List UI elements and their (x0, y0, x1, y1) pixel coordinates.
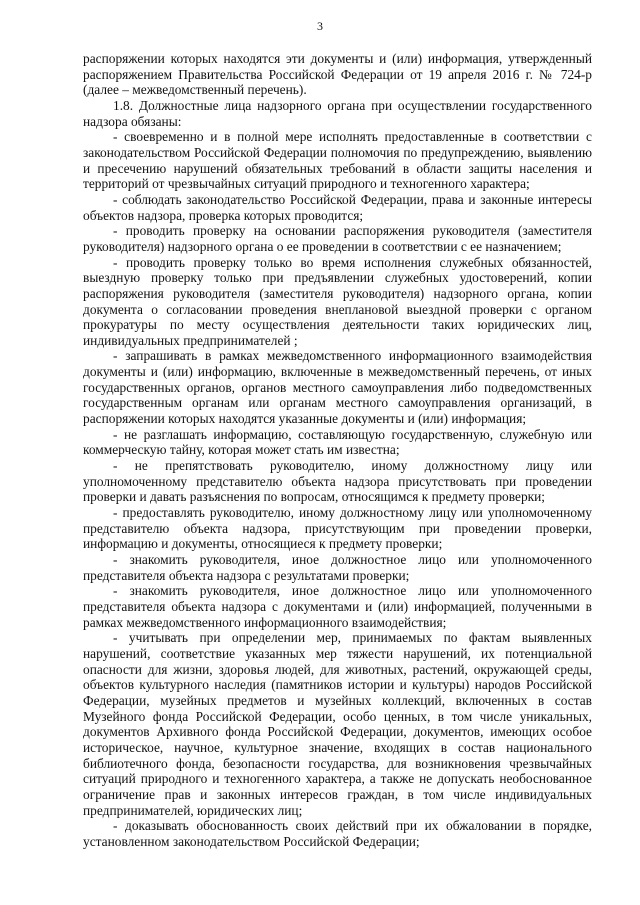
paragraph-item: - знакомить руководителя, иное должностное лицо или уполномоченного представителя объекта надзора с результатами проверки; (83, 552, 592, 583)
paragraph-item: - своевременно и в полной мере исполнять предоставленные в соответствии с законодательством Российской Федерации полномочия по предупреждению, выявлению и пресечению нарушений обязательных требований в области защиты населения и территорий от чрезвычайных ситуаций природного и техногенного характера; (83, 129, 592, 192)
paragraph-item: - не разглашать информацию, составляющую государственную, служебную или коммерческую тайну, которая может стать им известна; (83, 426, 592, 458)
paragraph-item: - проводить проверку на основании распоряжения руководителя (заместителя руководителя) надзорного органа о ее проведении в соответствии с ее назначением; (83, 223, 592, 254)
page-number: 3 (317, 19, 323, 33)
paragraph-item: - проводить проверку только во время исполнения служебных обязанностей, выездную проверку только при предъявлении служебных удостоверений, копии распоряжения руководителя (заместителя руководителя) надзорного органа, копии документа о согласовании проведения внеплановой выездной проверки с органом прокуратуры по месту осуществления деятельности таких юридических лиц, индивидуальных предпринимателей ; (83, 254, 592, 348)
paragraph-continuation: распоряжении которых находятся эти документы и (или) информация, утвержденный распоряжением Правительства Российской Федерации от 19 апреля 2016 г. № 724-р (далее – межведомственный перечень). (83, 51, 592, 98)
paragraph-item: - доказывать обоснованность своих действий при их обжаловании в порядке, установленном законодательством Российской Федерации; (83, 818, 592, 849)
paragraph-item: - знакомить руководителя, иное должностное лицо или уполномоченного представителя объекта надзора с документами и (или) информацией, полученными в рамках межведомственного информационного взаимодействия; (83, 583, 592, 630)
paragraph-item: - запрашивать в рамках межведомственного информационного взаимодействия документы и (или) информацию, включенные в межведомственный перечень, от иных государственных органов, органов местного самоуправления либо подведомственных государственным органам или органам местного самоуправления организаций, в распоряжении которых находятся указанные документы и (или) информация; (83, 348, 592, 427)
paragraph-section-heading: 1.8. Должностные лица надзорного органа при осуществлении государственного надзора обязаны: (83, 97, 592, 129)
paragraph-item: - соблюдать законодательство Российской Федерации, права и законные интересы объектов надзора, проверка которых проводится; (83, 191, 592, 223)
paragraph-item: - предоставлять руководителю, иному должностному лицу или уполномоченному представителю объекта надзора, присутствующим при проведении проверки, информацию и документы, относящиеся к предмету проверки; (83, 505, 592, 552)
paragraph-item: - не препятствовать руководителю, иному должностному лицу или уполномоченному представителю объекта надзора присутствовать при проведении проверки и давать разъяснения по вопросам, относящимся к предмету проверки; (83, 458, 592, 505)
paragraph-item: - учитывать при определении мер, принимаемых по фактам выявленных нарушений, соответствие указанных мер тяжести нарушений, их потенциальной опасности для жизни, здоровья людей, для животных, растений, окружающей среды, объектов культурного наследия (памятников истории и культуры) народов Российской Федерации, музейных предметов и музейных коллекций, включенных в состав Музейного фонда Российской Федерации, особо ценных, в том числе уникальных, документов Архивного фонда Российской Федерации, документов, имеющих особое историческое, научное, культурное значение, входящих в состав национального библиотечного фонда, безопасности государства, для возникновения чрезвычайных ситуаций природного и техногенного характера, а также не допускать необоснованное ограничение прав и законных интересов граждан, в том числе индивидуальных предпринимателей, юридических лиц; (83, 630, 592, 818)
document-body (83, 51, 592, 849)
